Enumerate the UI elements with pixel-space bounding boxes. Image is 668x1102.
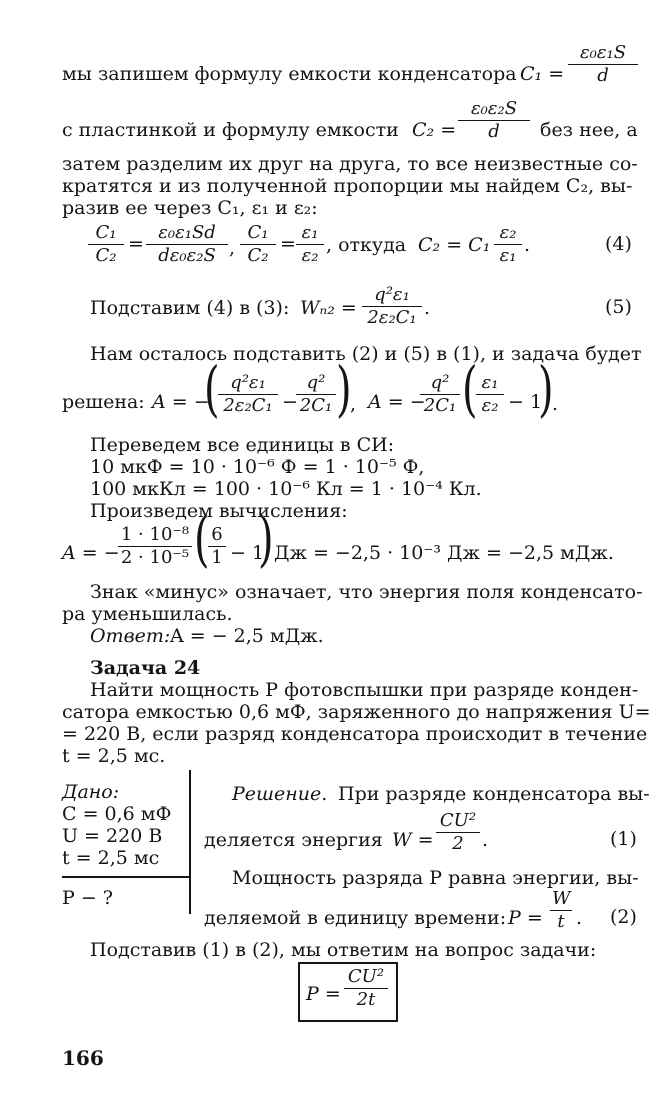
text-line: мы запишем формулу емкости конденсатора <box>62 63 517 85</box>
fraction-numerator: C₁ <box>247 222 269 243</box>
text-otkuda: , откуда <box>326 234 407 256</box>
eq-a2-fraction-1 <box>420 372 460 417</box>
minus-one: − 1 <box>508 391 543 413</box>
fraction-numerator: 6 <box>211 524 223 545</box>
fraction-denominator: 2C₁ <box>423 395 457 416</box>
fraction-denominator: dε₀ε₂S <box>158 245 216 266</box>
fraction-denominator: ε₂ <box>301 245 319 266</box>
fraction-denominator: C₂ <box>247 245 269 266</box>
find-item: P − ? <box>62 887 113 909</box>
fraction-denominator: t <box>557 911 565 932</box>
comma: , <box>229 237 236 259</box>
text-line: сатора емкостью 0,6 мФ, заряженного до напряжения U= <box>62 701 651 723</box>
given-label: Дано: <box>62 781 120 803</box>
fraction-numerator: W <box>552 888 571 909</box>
fraction-numerator: ε₂ <box>499 222 517 243</box>
fraction-numerator: q²ε₁ <box>374 284 410 305</box>
fraction-numerator: q²ε₁ <box>230 372 266 393</box>
eq4-fraction-c1-c2 <box>88 222 124 267</box>
box-fraction <box>344 966 388 1011</box>
task-title: Задача 24 <box>90 657 201 679</box>
equation-number: (4) <box>605 233 632 255</box>
fraction-denominator: 2 · 10⁻⁵ <box>120 547 190 568</box>
dot: . <box>576 907 583 929</box>
formula-c1-lhs: C₁ = <box>520 63 565 85</box>
p-lhs: P = <box>508 907 543 929</box>
text-line: решена: <box>62 391 145 413</box>
fraction-denominator: 2ε₂C₁ <box>223 395 273 416</box>
box-lhs: P = <box>306 983 341 1005</box>
eq-a2-fraction-2 <box>476 372 504 417</box>
fraction-numerator: ε₀ε₁S <box>579 42 627 63</box>
calc-inner-fraction <box>208 524 226 569</box>
eq5-fraction <box>362 284 422 329</box>
fraction-denominator: ε₂ <box>481 395 499 416</box>
eq-a-fraction-1 <box>218 372 278 417</box>
right-paren: ) <box>258 505 274 575</box>
given-divider <box>62 876 190 878</box>
fraction-numerator: C₁ <box>95 222 117 243</box>
fraction-denominator: 2t <box>356 989 376 1010</box>
fraction-denominator: 2C₁ <box>299 395 333 416</box>
eq4-fraction-e2-e1 <box>494 222 522 267</box>
dot: . <box>424 297 431 319</box>
answer-label: Ответ: <box>90 625 171 647</box>
formula-c2-fraction <box>458 98 530 143</box>
equation-number: (1) <box>610 828 637 850</box>
w-lhs: W = <box>392 829 434 851</box>
fraction-numerator: q² <box>306 372 326 393</box>
minus-sign: − <box>282 391 298 413</box>
calc-result: Дж = −2,5 · 10⁻³ Дж = −2,5 мДж. <box>274 542 614 564</box>
p-fraction <box>550 888 572 933</box>
fraction-numerator: CU² <box>439 810 477 831</box>
fraction-numerator: CU² <box>347 966 385 987</box>
fraction-numerator: ε₀ε₁Sd <box>158 222 216 243</box>
dot: . <box>552 393 559 415</box>
text-line: Найти мощность P фотовспышки при разряде конден- <box>90 679 639 701</box>
right-paren: ) <box>538 355 554 425</box>
text-line: деляется энергия <box>204 829 383 851</box>
given-item: U = 220 В <box>62 825 163 847</box>
left-paren: ( <box>204 355 220 425</box>
text-line: Подставим (4) в (3): <box>90 297 290 319</box>
fraction-denominator: d <box>488 121 500 142</box>
fraction-denominator: d <box>597 65 609 86</box>
fraction-numerator: ε₁ <box>481 372 499 393</box>
fraction-numerator: ε₁ <box>301 222 319 243</box>
fraction-numerator: q² <box>430 372 450 393</box>
given-item: t = 2,5 мс <box>62 847 160 869</box>
text-line: затем разделим их друг на друга, то все неизвестные со- <box>62 153 638 175</box>
text-line: кратятся и из полученной пропорции мы найдем C₂, вы- <box>62 175 633 197</box>
eq4-fraction-c1-c2-b <box>240 222 276 267</box>
comma: , <box>350 393 357 415</box>
equals-sign: = <box>128 233 144 255</box>
given-separator <box>189 770 191 914</box>
calc-lhs: A = − <box>62 542 120 564</box>
fraction-denominator: 2 <box>452 833 464 854</box>
fraction-denominator: 1 <box>211 547 223 568</box>
minus-one: − 1 <box>230 542 265 564</box>
dot: . <box>524 234 531 256</box>
text-line: разив ее через C₁, ε₁ и ε₂: <box>62 197 318 219</box>
eq5-lhs: Wₙ₂ = <box>300 297 357 319</box>
page-number: 166 <box>62 1046 104 1070</box>
fraction-denominator: 2ε₂C₁ <box>367 307 417 328</box>
given-item: C = 0,6 мФ <box>62 803 172 825</box>
text-line: деляемой в единицу времени: <box>204 907 507 929</box>
formula-c2-lhs: C₂ = <box>412 119 457 141</box>
left-paren: ( <box>194 505 210 575</box>
text-line: Подставив (1) в (2), мы ответим на вопрос задачи: <box>90 939 597 961</box>
eq4-fraction-e1-e2 <box>296 222 324 267</box>
text-line: без нее, а <box>540 119 638 141</box>
fraction-numerator: 1 · 10⁻⁸ <box>120 524 190 545</box>
eq-a2-lhs: A = − <box>368 391 426 413</box>
fraction-denominator: C₂ <box>95 245 117 266</box>
eq4-fraction-eps <box>146 222 228 267</box>
equals-sign: = <box>280 233 296 255</box>
text-line: Произведем вычисления: <box>90 500 348 522</box>
text-line: При разряде конденсатора вы- <box>338 783 650 805</box>
text-line: Знак «минус» означает, что энергия поля конденсато- <box>90 581 643 603</box>
eq-a-fraction-2 <box>296 372 336 417</box>
eq-a-lhs: A = − <box>152 391 210 413</box>
eq4-c2-lhs: C₂ = C₁ <box>418 234 491 256</box>
text-line: Мощность разряда P равна энергии, вы- <box>232 867 639 889</box>
text-line: с пластинкой и формулу емкости <box>62 119 399 141</box>
text-line: Переведем все единицы в СИ: <box>90 434 395 456</box>
text-line: = 220 В, если разряд конденсатора происходит в течение <box>62 723 648 745</box>
right-paren: ) <box>336 355 352 425</box>
text-line: ра уменьшилась. <box>62 603 233 625</box>
left-paren: ( <box>462 355 478 425</box>
text-line: 100 мкКл = 100 · 10⁻⁶ Кл = 1 · 10⁻⁴ Кл. <box>90 478 482 500</box>
fraction-denominator: ε₁ <box>499 245 517 266</box>
text-line: 10 мкФ = 10 · 10⁻⁶ Ф = 1 · 10⁻⁵ Ф, <box>90 456 425 478</box>
formula-c1-fraction <box>568 42 638 87</box>
equation-number: (2) <box>610 906 637 928</box>
answer-value: A = − 2,5 мДж. <box>170 625 324 647</box>
solution-label: Решение. <box>232 783 328 805</box>
dot: . <box>482 829 489 851</box>
text-line: Нам осталось подставить (2) и (5) в (1), и задача будет <box>90 343 642 365</box>
fraction-numerator: ε₀ε₂S <box>470 98 518 119</box>
calc-fraction <box>118 524 192 569</box>
equation-number: (5) <box>605 296 632 318</box>
text-line: t = 2,5 мс. <box>62 745 166 767</box>
w-fraction <box>436 810 480 855</box>
